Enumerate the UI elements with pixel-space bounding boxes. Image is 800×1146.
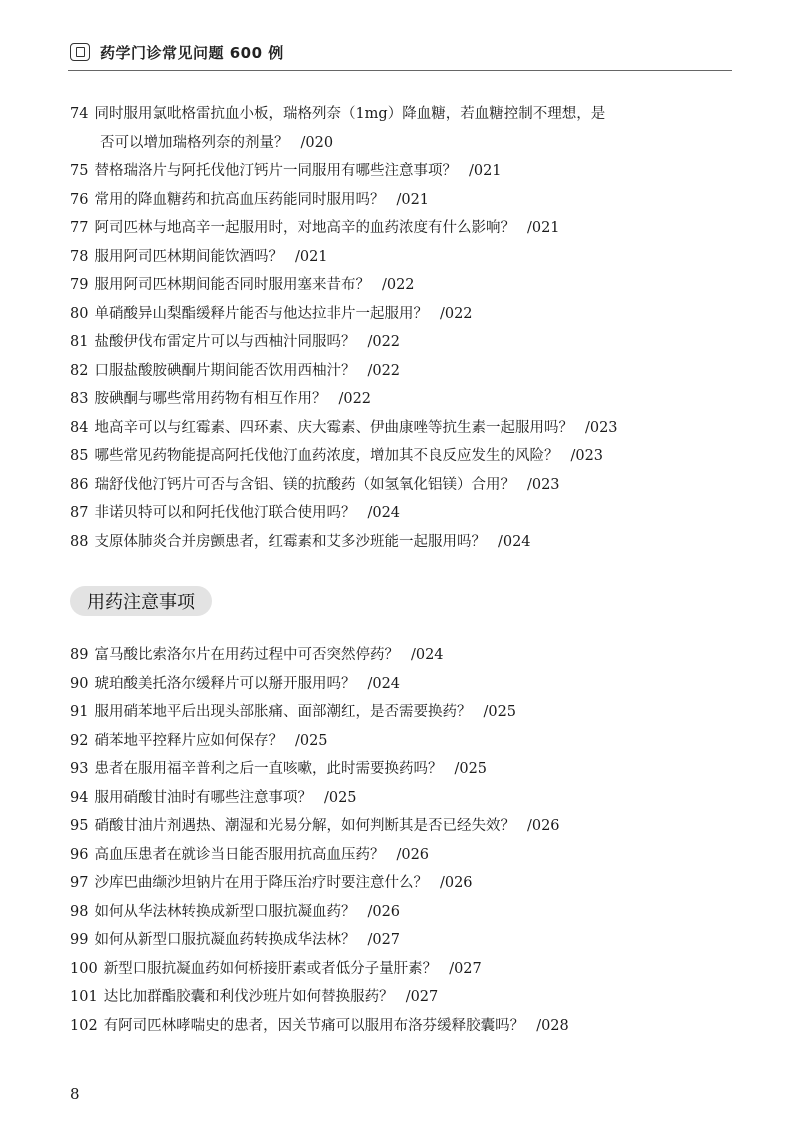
entry-question: 新型口服抗凝血药如何桥接肝素或者低分子量肝素？ xyxy=(103,960,438,977)
entry-number: 89 xyxy=(70,647,89,663)
toc-entry xyxy=(70,214,720,243)
toc-entry xyxy=(70,271,720,300)
entry-page-ref: /027 xyxy=(449,960,482,977)
toc-entry xyxy=(70,698,720,727)
entry-question: 沙库巴曲缬沙坦钠片在用于降压治疗时要注意什么？ xyxy=(94,875,428,891)
entry-page-ref: /024 xyxy=(410,647,444,663)
toc-entry xyxy=(70,471,720,500)
entry-number: 90 xyxy=(70,675,89,692)
entry-number: 96 xyxy=(70,846,89,863)
entry-number: 91 xyxy=(70,704,89,720)
toc-entry xyxy=(70,812,720,841)
page-number: 8 xyxy=(70,1085,80,1103)
entry-question: 服用阿司匹林期间能饮酒吗？ xyxy=(94,248,283,265)
entry-question: 服用硝苯地平后出现头部胀痛、面部潮红，是否需要换药？ xyxy=(94,704,472,720)
entry-question: 如何从新型口服抗凝血药转换成华法林？ xyxy=(94,932,356,948)
entry-question: 硝苯地平控释片应如何保存？ xyxy=(94,732,283,749)
entry-question: 口服盐酸胺碘酮片期间能否饮用西柚汁？ xyxy=(94,362,356,379)
entry-question: 硝酸甘油片剂遇热、潮湿和光易分解，如何判断其是否已经失效？ xyxy=(94,818,515,834)
question-list-part2 xyxy=(70,641,720,1040)
entry-question: 服用阿司匹林期间能否同时服用塞来昔布？ xyxy=(94,277,370,293)
entry-question: 达比加群酯胶囊和利伐沙班片如何替换服药？ xyxy=(103,989,394,1005)
entry-number: 82 xyxy=(70,362,89,379)
header-title: 药学门诊常见问题 600 例 xyxy=(100,43,284,62)
toc-entry xyxy=(70,869,720,898)
entry-page-ref: /024 xyxy=(497,533,531,550)
entry-page-ref: /022 xyxy=(381,277,415,293)
entry-question: 有阿司匹林哮喘史的患者，因关节痛可以服用布洛芬缓释胶囊吗？ xyxy=(103,1017,525,1034)
section-heading: 用药注意事项 xyxy=(70,586,212,616)
toc-entry xyxy=(70,442,720,471)
book-icon xyxy=(70,43,90,61)
entry-number: 80 xyxy=(70,305,89,322)
entry-number: 84 xyxy=(70,419,89,436)
entry-question: 哪些常见药物能提高阿托伐他汀血药浓度，增加其不良反应发生的风险？ xyxy=(94,448,559,464)
toc-entry xyxy=(70,300,720,329)
entry-question: 富马酸比索洛尔片在用药过程中可否突然停药？ xyxy=(94,647,399,663)
entry-page-ref: /025 xyxy=(454,761,488,777)
entry-number: 102 xyxy=(70,1017,98,1034)
question-list-part1 xyxy=(70,100,720,556)
entry-page-ref: /027 xyxy=(367,932,401,948)
entry-page-ref: /025 xyxy=(323,789,357,806)
entry-number: 78 xyxy=(70,248,89,265)
entry-page-ref: /026 xyxy=(396,846,430,863)
entry-page-ref: /022 xyxy=(338,391,372,407)
toc-entry xyxy=(70,955,720,984)
entry-number: 93 xyxy=(70,761,89,777)
entry-number: 75 xyxy=(70,163,89,179)
entry-question: 常用的降血糖药和抗高血压药能同时服用吗？ xyxy=(94,191,385,208)
entry-page-ref: /026 xyxy=(367,903,401,920)
entry-number: 94 xyxy=(70,789,89,806)
entry-question: 同时服用氯吡格雷抗血小板，瑞格列奈（1mg）降血糖，若血糖控制不理想，是 xyxy=(94,106,606,122)
toc-entry xyxy=(70,414,720,443)
toc-entry xyxy=(70,157,720,186)
entry-page-ref: /027 xyxy=(405,989,439,1005)
toc-entry xyxy=(70,243,720,272)
toc-entry xyxy=(70,926,720,955)
entry-question: 服用硝酸甘油时有哪些注意事项？ xyxy=(94,789,312,806)
entry-number: 77 xyxy=(70,220,89,236)
toc-entry xyxy=(70,784,720,813)
entry-question: 阿司匹林与地高辛一起服用时，对地高辛的血药浓度有什么影响？ xyxy=(94,220,515,236)
entry-page-ref: /021 xyxy=(526,220,560,236)
entry-page-ref: /026 xyxy=(439,875,473,891)
entry-number: 100 xyxy=(70,960,98,977)
entry-page-ref: /024 xyxy=(367,505,401,521)
entry-number: 85 xyxy=(70,448,89,464)
toc-entry xyxy=(70,841,720,870)
toc-entry xyxy=(70,755,720,784)
toc-entry xyxy=(70,1012,720,1041)
entry-number: 95 xyxy=(70,818,89,834)
entry-question-continued-text: 否可以增加瑞格列奈的剂量？ xyxy=(100,134,289,151)
toc-entry xyxy=(70,186,720,215)
entry-question-continued xyxy=(70,129,720,158)
entry-number: 88 xyxy=(70,533,89,550)
toc-entry xyxy=(70,727,720,756)
entry-number: 76 xyxy=(70,191,89,208)
toc-entry xyxy=(70,641,720,670)
entry-question: 盐酸伊伐布雷定片可以与西柚汁同服吗？ xyxy=(94,334,356,350)
entry-question: 如何从华法林转换成新型口服抗凝血药？ xyxy=(94,903,356,920)
entry-page-ref: /021 xyxy=(468,163,502,179)
entry-number: 98 xyxy=(70,903,89,920)
toc-entry xyxy=(70,357,720,386)
toc-entry xyxy=(70,385,720,414)
toc-entry xyxy=(70,983,720,1012)
entry-page-ref: /021 xyxy=(294,248,328,265)
entry-page-ref: /028 xyxy=(536,1017,569,1034)
entry-page-ref: /023 xyxy=(526,476,560,493)
entry-page-ref: /025 xyxy=(483,704,517,720)
entry-question: 患者在服用福辛普利之后一直咳嗽，此时需要换药吗？ xyxy=(94,761,443,777)
entry-page-ref: /022 xyxy=(367,362,401,379)
entry-question: 支原体肺炎合并房颤患者，红霉素和艾多沙班能一起服用吗？ xyxy=(94,533,486,550)
toc-entry xyxy=(70,499,720,528)
toc-entry xyxy=(70,328,720,357)
header-divider xyxy=(68,70,732,71)
entry-question: 单硝酸异山梨酯缓释片能否与他达拉非片一起服用？ xyxy=(94,305,428,322)
entry-number: 97 xyxy=(70,875,89,891)
entry-number: 101 xyxy=(70,989,98,1005)
entry-page-ref: /021 xyxy=(396,191,430,208)
entry-number: 99 xyxy=(70,932,89,948)
entry-question: 地高辛可以与红霉素、四环素、庆大霉素、伊曲康唑等抗生素一起服用吗？ xyxy=(94,419,573,436)
entry-question: 高血压患者在就诊当日能否服用抗高血压药？ xyxy=(94,846,385,863)
entry-page-ref: /022 xyxy=(367,334,401,350)
entry-page-ref: /023 xyxy=(570,448,604,464)
entry-question: 非诺贝特可以和阿托伐他汀联合使用吗？ xyxy=(94,505,356,521)
entry-page-ref: /025 xyxy=(294,732,328,749)
entry-page-ref: /023 xyxy=(584,419,618,436)
entry-question: 琥珀酸美托洛尔缓释片可以掰开服用吗？ xyxy=(94,675,356,692)
toc-entry xyxy=(70,100,720,157)
entry-number: 83 xyxy=(70,391,89,407)
entry-number: 92 xyxy=(70,732,89,749)
toc-entry xyxy=(70,898,720,927)
entry-question: 替格瑞洛片与阿托伐他汀钙片一同服用有哪些注意事项？ xyxy=(94,163,457,179)
toc-entry xyxy=(70,670,720,699)
toc-entry xyxy=(70,528,720,557)
entry-number: 79 xyxy=(70,277,89,293)
entry-number: 87 xyxy=(70,505,89,521)
entry-page-ref: /020 xyxy=(300,134,334,151)
entry-number: 86 xyxy=(70,476,89,493)
entry-page-ref: /022 xyxy=(439,305,473,322)
entry-question: 胺碘酮与哪些常用药物有相互作用？ xyxy=(94,391,327,407)
running-header xyxy=(70,40,284,64)
entry-page-ref: /024 xyxy=(367,675,401,692)
entry-number: 74 xyxy=(70,106,89,122)
entry-question: 瑞舒伐他汀钙片可否与含铝、镁的抗酸药（如氢氧化铝镁）合用？ xyxy=(94,476,515,493)
entry-number: 81 xyxy=(70,334,89,350)
entry-page-ref: /026 xyxy=(526,818,560,834)
